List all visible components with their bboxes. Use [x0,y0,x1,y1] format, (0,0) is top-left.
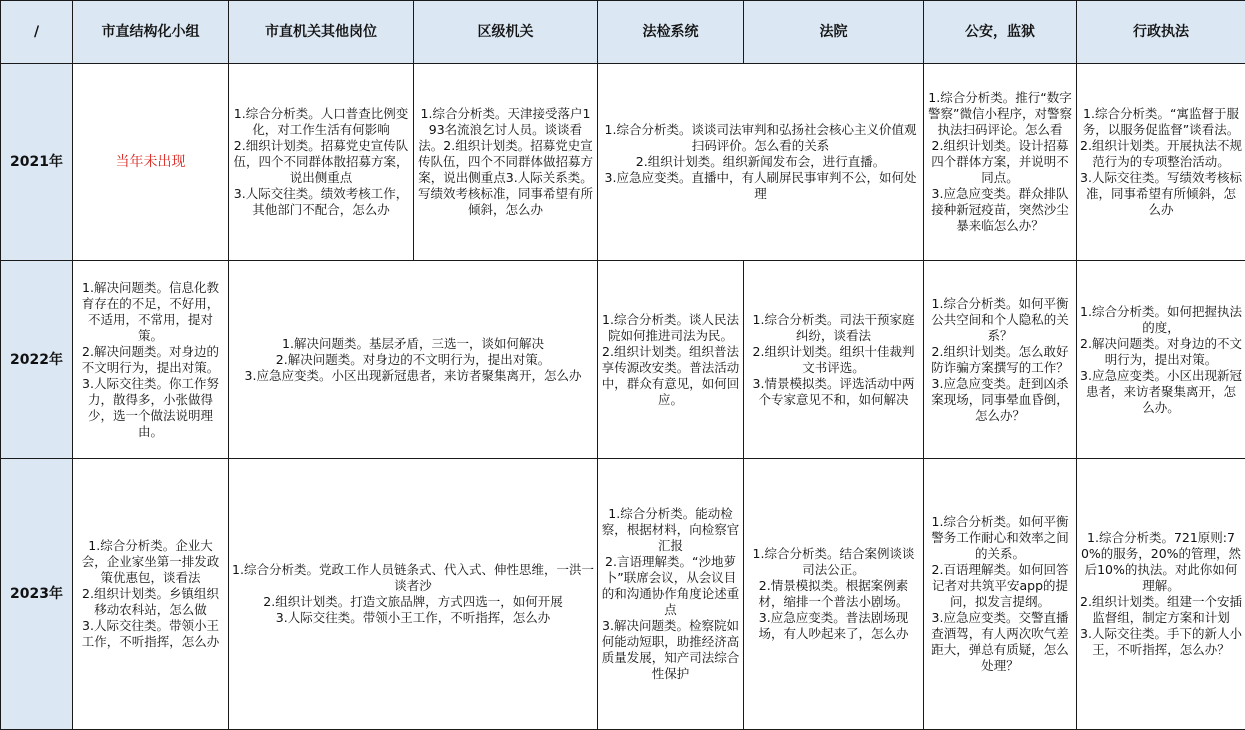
year-label: 2022年 [1,261,73,459]
header-corner: / [1,1,73,64]
cell-2021-city-other [229,64,414,261]
question-line: 1.综合分析类。人口普查比例变化，对工作生活有何影响 [232,106,410,138]
question-line: 2.解决问题类。对身边的不文明行为，提出对策。 [232,352,594,368]
question-line: 2.组织计划类。组建一个安插监督组，制定方案和计划 [1080,594,1242,626]
question-line: 1.综合分析类。“寓监督于服务，以服务促监督”谈看法。 [1080,106,1242,138]
question-line: 1.解决问题类。信息化教育存在的不足，不好用，不适用，不常用，提对策。 [76,280,225,344]
cell-2022-court [744,261,924,459]
question-line: 2.百语理解类。如何回答记者对共筑平安app的提问，拟发言提纲。 [927,562,1073,610]
question-line: 2.组织计划类。设计招募四个群体方案，并说明不同点。 [927,138,1073,186]
question-line: 3.应急应变类。小区出现新冠患者，来访者聚集离开，怎么办。 [1080,368,1242,416]
header-city-structured-group: 市直结构化小组 [73,1,229,64]
question-line: 2.组织计划类。开展执法不规范行为的专项整治活动。 [1080,138,1242,170]
question-line: 1.综合分析类。能动检察，根据材料，向检察官汇报 [601,506,740,554]
question-line: 1.综合分析类。天津接受落户193名流浪乞讨人员。谈谈看法。2.组织计划类。招募党史宣传队伍，四个不同群体做招募方案，说出侧重点3.人际关系类。写绩效考核标准，同事希望有所倾斜，怎么办 [417,106,594,218]
header-city-other-posts: 市直机关其他岗位 [229,1,414,64]
question-line: 2.组织计划类。打造文旅品牌，方式四选一，如何开展 [232,594,594,610]
header-court: 法院 [744,1,924,64]
header-admin-enforcement: 行政执法 [1077,1,1245,64]
cell-2023-court [744,459,924,730]
question-line: 2.组织计划类。组织普法享传源改安类。普法活动中，群众有意见，如何回应。 [601,344,740,408]
question-line: 1.综合分析类。如何把握执法的度， [1080,304,1242,336]
question-line: 3.情景模拟类。评选活动中两个专家意见不和，如何解决 [747,376,920,408]
question-line: 3.人际交往类。绩效考核工作，其他部门不配合，怎么办 [232,186,410,218]
question-line: 3.人际交往类。带领小王工作，不听指挥，怎么办 [76,618,225,650]
row-2021 [1,64,1245,261]
cell-2023-procuratorate [598,459,744,730]
question-line: 1.综合分析类。结合案例谈谈司法公正。 [747,546,920,578]
question-line: 3.应急应变类。群众排队接种新冠疫苗，突然沙尘暴来临怎么办？ [927,186,1073,234]
year-label: 2021年 [1,64,73,261]
question-line: 3.解决问题类。检察院如何能动短职，助推经济高质量发展，知产司法综合性保护 [601,618,740,682]
question-line: 3.人际交往类。带领小王工作，不听指挥，怎么办 [232,610,594,626]
question-line: 3.应急应变类。小区出现新冠患者，来访者聚集离开，怎么办 [232,368,594,384]
header-row [1,1,1245,64]
cell-2022-city-other-district [229,261,598,459]
question-line: 3.应急应变类。直播中，有人刷屏民事审判不公，如何处理 [601,170,920,202]
question-line: 1.综合分析类。如何平衡警务工作耐心和效率之间的关系。 [927,514,1073,562]
cell-2023-police [924,459,1077,730]
question-line: 2.组织计划类。乡镇组织移动农科站，怎么做 [76,586,225,618]
question-line: 3.应急应变类。交警直播查酒驾，有人两次吹气差距大，弹总有质疑，怎么处理？ [927,610,1073,674]
question-line: 2.组织计划类。组织十佳裁判文书评选。 [747,344,920,376]
question-line: 3.人际交往类。写绩效考核标准，同事希望有所倾斜，怎么办 [1080,170,1242,218]
question-line: 1.综合分析类。721原则:70%的服务，20%的管理，然后10%的执法。对此你如何理解。 [1080,530,1242,594]
cell-2022-city-structured [73,261,229,459]
question-line: 2.解决问题类。对身边的不文明行为，提出对策。 [1080,336,1242,368]
cell-2023-admin [1077,459,1245,730]
cell-2021-city-structured: 当年未出现 [73,64,229,261]
header-district-organs: 区级机关 [414,1,598,64]
question-line: 1.综合分析类。推行“数字警察”微信小程序，对警察执法扫码评论。怎么看 [927,90,1073,138]
question-line: 2.细织计划类。招募党史宣传队伍，四个不同群体散招募方案，说出侧重点 [232,138,410,186]
question-line: 1.综合分析类。如何平衡公共空间和个人隐私的关系？ [927,296,1073,344]
question-line: 1.综合分析类。党政工作人员链条式、代入式、伸性思维，一洪一谈者沙 [232,562,594,594]
cell-2021-procuratorate-court [598,64,924,261]
row-2022 [1,261,1245,459]
cell-2021-admin [1077,64,1245,261]
question-line: 1.综合分析类。谈谈司法审判和弘扬社会核心主义价值观扫码评价。怎么看的关系 [601,122,920,154]
header-police-prison: 公安，监狱 [924,1,1077,64]
question-line: 2.言语理解类。“沙地萝卜”联席会议，从会议目的和沟通协作角度论述重点 [601,554,740,618]
cell-2022-police [924,261,1077,459]
question-line: 1.综合分析类。企业大会，企业家坐第一排发政策优惠包，谈看法 [76,538,225,586]
question-line: 3.人际交往类。你工作努力，散得多，小张做得少，选一个做法说明理由。 [76,376,225,440]
question-line: 3.人际交往类。手下的新人小王，不听指挥，怎么办？ [1080,626,1242,658]
year-label: 2023年 [1,459,73,730]
question-line: 1.解决问题类。基层矛盾，三选一，谈如何解决 [232,336,594,352]
question-line: 1.综合分析类。谈人民法院如何推进司法为民。 [601,312,740,344]
cell-2023-city-other-district [229,459,598,730]
header-procuratorate-system: 法检系统 [598,1,744,64]
question-line: 3.应急应变类。赶到凶杀案现场，同事晕血昏倒，怎么办？ [927,376,1073,424]
question-line: 2.组织计划类。怎么敢好防诈骗方案撰写的工作？ [927,344,1073,376]
cell-2023-city-structured [73,459,229,730]
question-line: 1.综合分析类。司法干预家庭纠纷，谈看法 [747,312,920,344]
cell-2022-admin [1077,261,1245,459]
cell-2021-district [414,64,598,261]
question-line: 2.情景模拟类。根据案例素材，缩排一个普法小剧场。 [747,578,920,610]
question-line: 3.应急应变类。普法剧场现场，有人吵起来了，怎么办 [747,610,920,642]
question-line: 2.组织计划类。组织新闻发布会，进行直播。 [601,154,920,170]
cell-2021-police [924,64,1077,261]
row-2023 [1,459,1245,730]
question-line: 2.解决问题类。对身边的不文明行为，提出对策。 [76,344,225,376]
cell-2022-procuratorate [598,261,744,459]
